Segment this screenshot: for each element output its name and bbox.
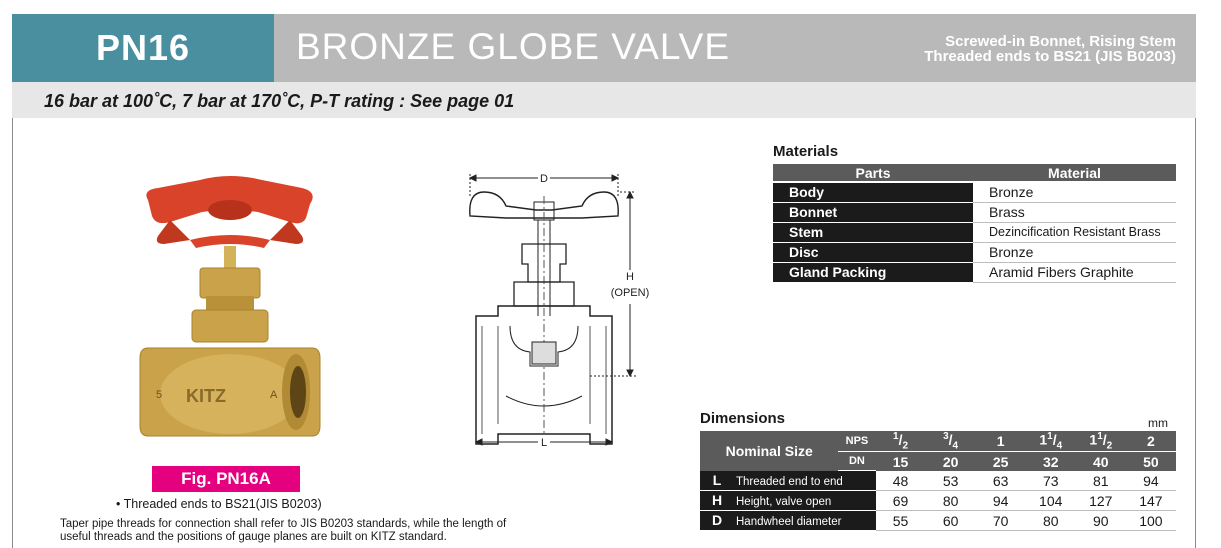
dn-value: 50 (1126, 452, 1176, 471)
dn-value: 15 (876, 452, 926, 471)
brand-mark: KITZ (186, 386, 226, 406)
part-material: Bronze (973, 242, 1176, 262)
nominal-size-label: Nominal Size (700, 431, 838, 471)
thread-standard-note: Taper pipe threads for connection shall refer to JIS B0203 standards, while the length of useful threads and the positions of gauge planes are built on KITZ standard. (60, 518, 507, 543)
materials-col-parts: Parts (773, 164, 973, 182)
pressure-rating: 16 bar at 100˚C, 7 bar at 170˚C, P-T rating : See page 01 (44, 91, 515, 111)
dimension-d-label: D (540, 173, 548, 185)
dimensions-table (700, 431, 1176, 531)
subtitle-line-1: Screwed-in Bonnet, Rising Stem (945, 33, 1176, 50)
dn-value: 40 (1076, 452, 1126, 471)
rating-bar (12, 82, 1196, 118)
nps-value: $1^1/_4$ (1026, 431, 1076, 452)
part-name: Bonnet (773, 202, 973, 222)
dimension-row-label: L Threaded end to end (700, 471, 876, 491)
dimension-l-label: L (540, 437, 548, 449)
part-name: Stem (773, 222, 973, 242)
materials-title: Materials (773, 143, 839, 160)
part-material: Aramid Fibers Graphite (973, 262, 1176, 282)
materials-table (773, 164, 1176, 283)
dimension-value: 81 (1076, 471, 1126, 491)
dimension-value: 104 (1026, 491, 1076, 511)
product-title: BRONZE GLOBE VALVE (296, 26, 731, 67)
body-mark-size: 5 (156, 389, 163, 401)
table-row (773, 182, 1176, 202)
nps-value: $^3/_4$ (926, 431, 976, 452)
product-subtitle (924, 34, 1176, 64)
dn-value: 25 (976, 452, 1026, 471)
dimension-row-label: H Height, valve open (700, 491, 876, 511)
header-bar (274, 14, 1196, 82)
dimension-value: 94 (1126, 471, 1176, 491)
nps-value: 2 (1126, 431, 1176, 452)
dimensions-unit: mm (1148, 416, 1168, 430)
dimension-value: 80 (1026, 511, 1076, 531)
model-code: PN16 (12, 14, 274, 82)
dimension-value: 94 (976, 491, 1026, 511)
dimension-value: 55 (876, 511, 926, 531)
dimension-value: 53 (926, 471, 976, 491)
gland-nut (200, 268, 260, 298)
dimension-value: 80 (926, 491, 976, 511)
part-material: Dezincification Resistant Brass (973, 222, 1176, 242)
handwheel-icon (146, 176, 312, 248)
dimension-value: 100 (1126, 511, 1176, 531)
dimension-value: 60 (926, 511, 976, 531)
dimension-value: 69 (876, 491, 926, 511)
nps-label: NPS (838, 431, 875, 452)
table-row (700, 491, 1176, 511)
thread-note: • Threaded ends to BS21(JIS B0203) (116, 497, 322, 511)
valve-photo (130, 170, 330, 460)
nps-value: $1^1/_2$ (1076, 431, 1126, 452)
table-row (773, 242, 1176, 262)
dimension-open-label: (OPEN) (610, 287, 650, 299)
dimension-row-label: D Handwheel diameter (700, 511, 876, 531)
nps-value: 1 (976, 431, 1026, 452)
dimension-h-label: H (626, 271, 634, 283)
dimension-value: 90 (1076, 511, 1126, 531)
dimension-value: 73 (1026, 471, 1076, 491)
part-material: Brass (973, 202, 1176, 222)
table-row (773, 262, 1176, 282)
body-mark-material: A (270, 389, 278, 401)
figure-label: Fig. PN16A (152, 466, 300, 492)
part-name: Disc (773, 242, 973, 262)
part-material: Bronze (973, 182, 1176, 202)
part-name: Body (773, 182, 973, 202)
table-row (700, 511, 1176, 531)
dn-value: 32 (1026, 452, 1076, 471)
dimension-value: 63 (976, 471, 1026, 491)
dimension-value: 147 (1126, 491, 1176, 511)
part-name: Gland Packing (773, 262, 973, 282)
subtitle-line-2: Threaded ends to BS21 (JIS B0203) (924, 48, 1176, 65)
table-row (773, 202, 1176, 222)
dn-value: 20 (926, 452, 976, 471)
dn-label: DN (838, 452, 875, 471)
bonnet (192, 310, 268, 342)
table-row (773, 222, 1176, 242)
dimension-value: 70 (976, 511, 1026, 531)
nps-value: $^1/_2$ (876, 431, 926, 452)
valve-drawing (440, 166, 650, 456)
materials-col-material: Material (973, 164, 1176, 182)
dimension-value: 127 (1076, 491, 1126, 511)
table-row (700, 471, 1176, 491)
dimensions-title: Dimensions (700, 410, 786, 427)
stem (224, 246, 236, 270)
dimension-value: 48 (876, 471, 926, 491)
